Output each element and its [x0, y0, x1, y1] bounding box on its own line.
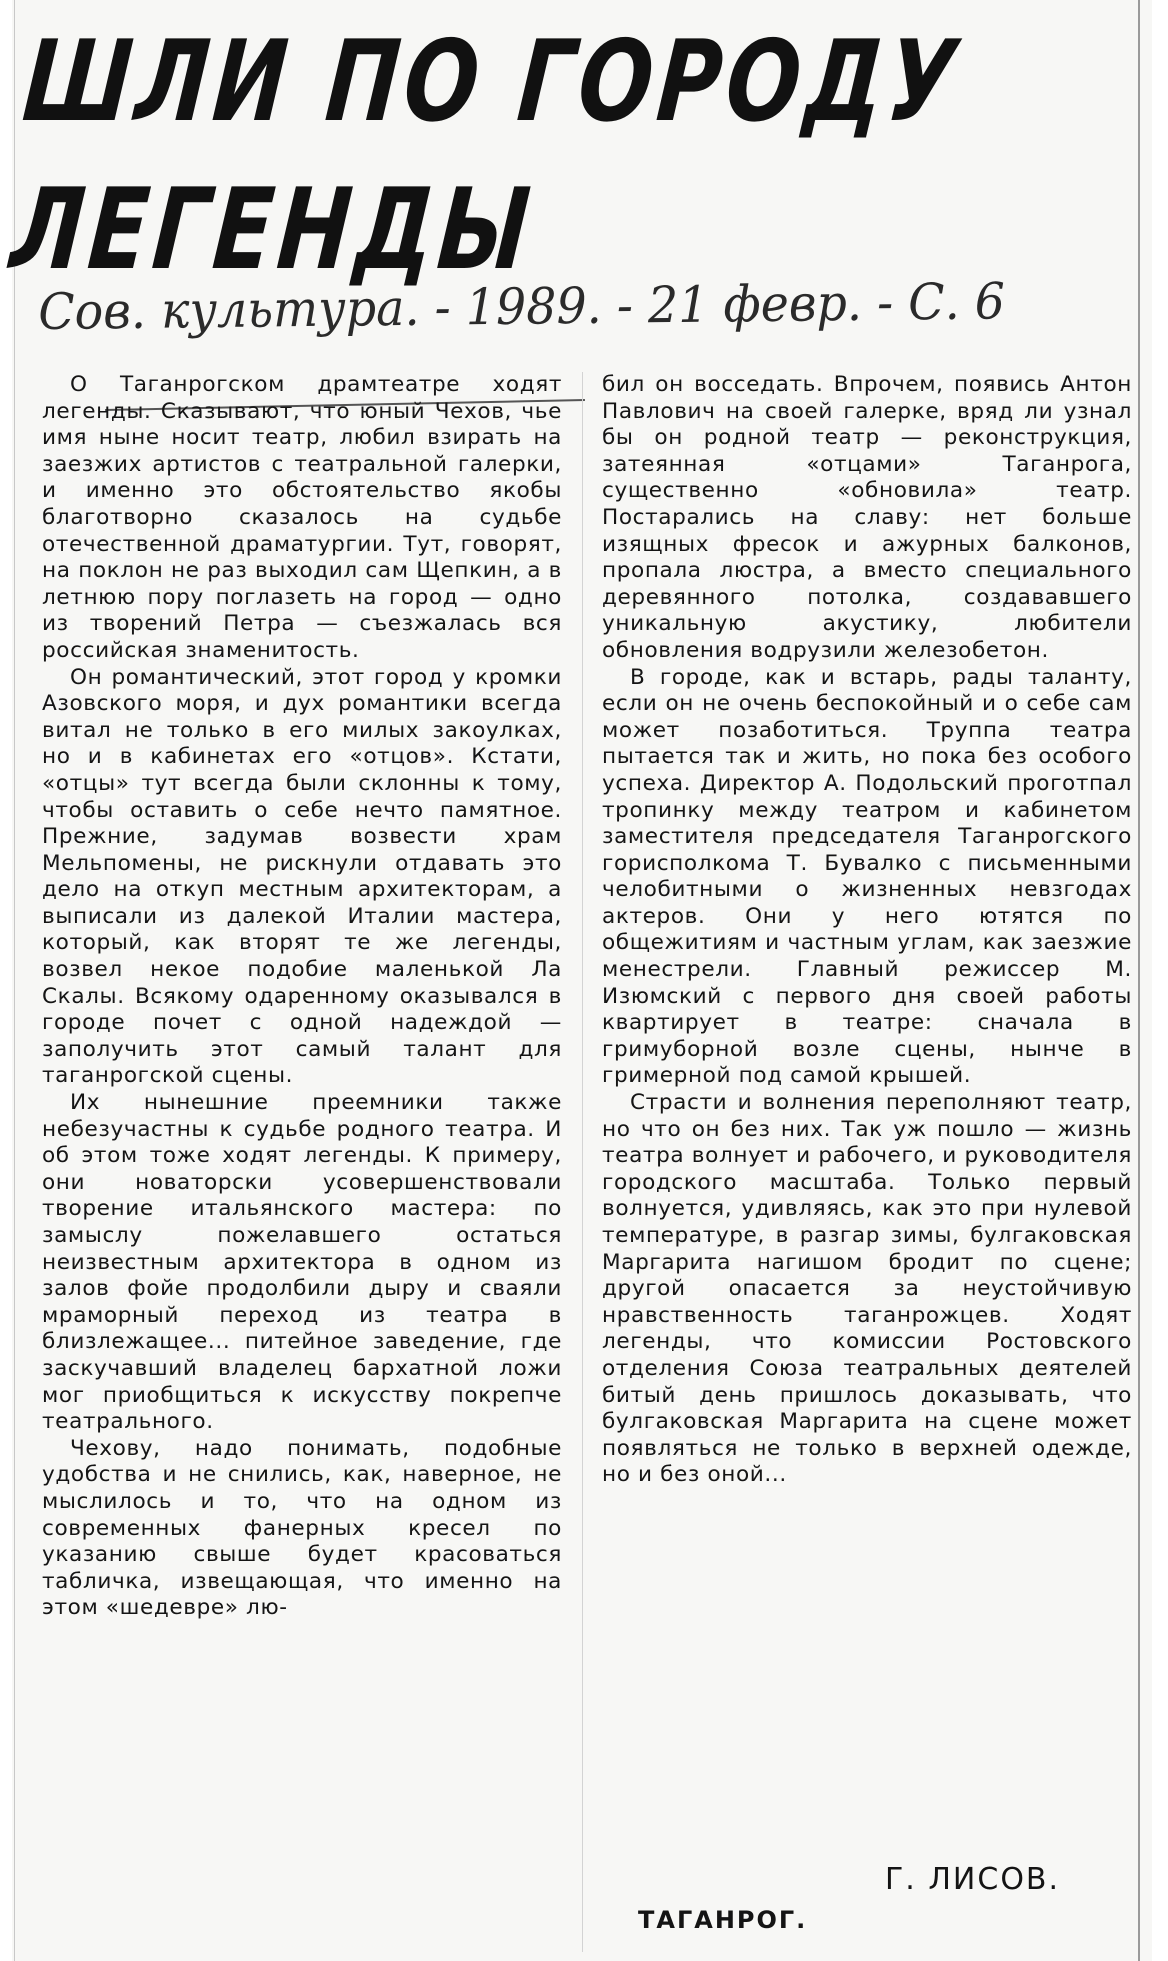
paragraph: В городе, как и встарь, рады таланту, если он не очень беспокойный и о себе сам может позаботиться. Труппа театра пытается так и жить, но пока без особого успеха. Директор А. Подольский проготпал тропинку между театром и кабинетом заместителя председателя Таганрогского горисполкома Т. Бувалко с письменными челобитными о жизненных невзгодах актеров. Они у него ютятся по общежитиям и частным углам, как заезжие менестрели. Главный режиссер М. Изюмский с первого дня своей работы квартирует в театре: сначала в гримуборной возле сцены, нынче в гримерной под самой крышей.	[602, 664, 1132, 1089]
headline-line-1: ШЛИ ПО ГОРОДУ	[18, 17, 966, 147]
article-column-left	[42, 372, 562, 1622]
paragraph: О Таганрогском драмтеатре ходят легенды. Сказывают, что юный Чехов, чье имя ныне носит театр, любил взирать на заезжих артистов с театральной галерки, и именно это обстоятельство якобы благотворно сказалось на судьбе отечественной драматургии. Тут, говорят, на поклон не раз выходил сам Щепкин, а в летнюю пору поглазеть на город — одно из творений Петра — съезжалась вся российская знаменитость.	[42, 372, 562, 663]
handwritten-source-note: Сов. культура. - 1989. - 21 февр. - С. 6	[38, 272, 1006, 341]
clipping-right-edge	[1138, 0, 1140, 1961]
headline-line-2: ЛЕГЕНДЫ	[6, 165, 539, 295]
paragraph: Их нынешние преемники также небезучастны к судьбе родного театра. И об этом тоже ходят легенды. К примеру, они новаторски усовершенствовали творение итальянского мастера: по замыслу пожелавшего остаться неизвестным архитектора в одном из залов фойе продолбили дыру и сваяли мраморный переход из театра в близлежащее... питейное заведение, где заскучавший владелец бархатной ложи мог приобщиться к искусству покрепче театрального.	[42, 1090, 562, 1435]
article-headline	[6, 8, 966, 304]
city-dateline: ТАГАНРОГ.	[638, 1906, 808, 1934]
paragraph: Он романтический, этот город у кромки Азовского моря, и дух романтики всегда витал не только в его милых закоулках, но и в кабинетах его «отцов». Кстати, «отцы» тут всегда были склонны к тому, чтобы оставить о себе нечто памятное. Прежние, задумав возвести храм Мельпомены, не рискнули отдавать это дело на откуп местным архитекторам, а выписали из далекой Италии мастера, который, как вторят те же легенды, возвел некое подобие маленькой Ла Скалы. Всякому одаренному оказывался в городе почет с одной надеждой — заполучить этот самый талант для таганрогской сцены.	[42, 664, 562, 1089]
article-column-right	[602, 372, 1132, 1489]
paragraph: бил он восседать. Впрочем, появись Антон Павлович на своей галерке, вряд ли узнал бы он родной театр — реконструкция, затеянная «отцами» Таганрога, существенно «обновила» театр. Постарались на славу: нет больше изящных фресок и ажурных балконов, пропала люстра, а вместо специального деревянного потолка, создававшего уникальную акустику, любители обновления водрузили железобетон.	[602, 372, 1132, 663]
paragraph: Чехову, надо понимать, подобные удобства и не снились, как, наверное, не мыслилось и то, что на одном из современных фанерных кресел по указанию свыше будет красоваться табличка, извещающая, что именно на этом «шедевре» лю-	[42, 1435, 562, 1621]
column-divider	[582, 372, 583, 1952]
paragraph: Страсти и волнения переполняют театр, но что он без них. Так уж пошло — жизнь театра волнует и рабочего, и руководителя городского масштаба. Только первый волнуется, удивляясь, как это при нулевой температуре, в разгар зимы, булгаковская Маргарита нагишом бродит по сцене; другой опасается за неустойчивую нравственность таганрожцев. Ходят легенды, что комиссии Ростовского отделения Союза театральных деятелей битый день пришлось доказывать, что булгаковская Маргарита на сцене может появляться не только в верхней одежде, но и без оной...	[602, 1090, 1132, 1488]
author-signature: Г. ЛИСОВ.	[885, 1862, 1061, 1897]
